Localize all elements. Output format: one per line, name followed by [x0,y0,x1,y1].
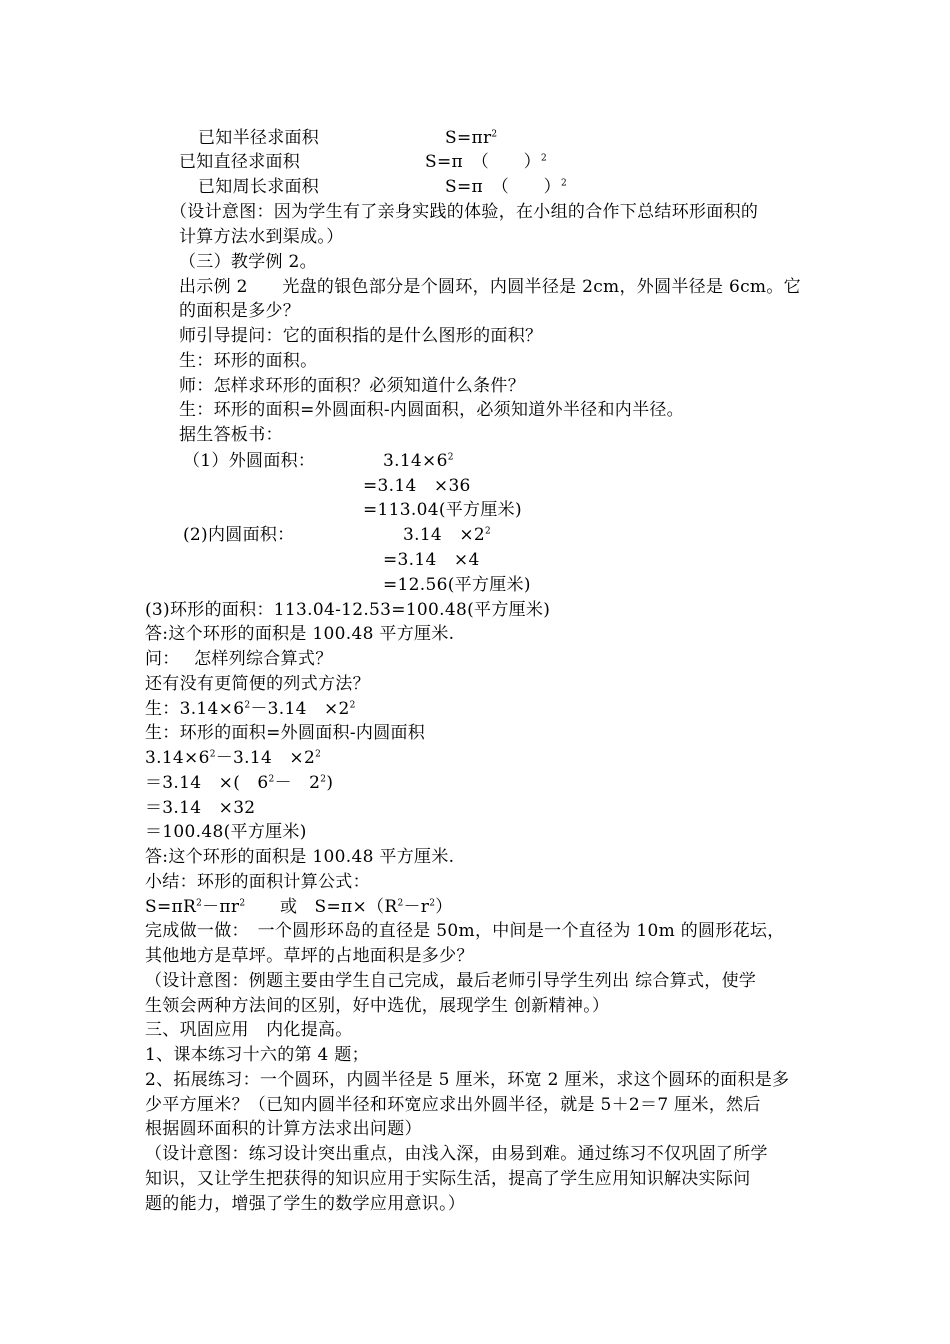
formula-radius-label: 已知半径求面积 [198,128,320,148]
formula-diameter: S=π （ ）$^2$ [425,152,547,172]
dialogue-line: 师：怎样求环形的面积？必须知道什么条件？ [179,376,525,396]
design-note-1-line-2: 计算方法水到渠成。） [179,227,344,247]
inner-area-step-2: =12.56(平方厘米) [383,575,531,595]
design-note-2-line-1: （设计意图：例题主要由学生自己完成，最后老师引导学生列出 综合算式，使学 [145,971,757,991]
summary-line: 小结：环形的面积计算公式： [145,872,370,892]
answer-line-2: 答:这个环形的面积是 100.48 平方厘米. [145,847,455,867]
outer-area-label: （1）外圆面积： [183,451,316,471]
formula-diameter-label: 已知直径求面积 [179,152,301,172]
inner-area-label: (2)内圆面积： [183,525,295,545]
formula-radius: $S=\pi r^2$ [445,128,498,148]
calc-line-4: ＝100.48(平方厘米) [145,822,307,842]
outer-area-step-1: =3.14 ×36 [363,476,471,496]
dialogue-line: 据生答板书： [179,425,283,445]
inner-area-expression: 3.14 $\times 2^2$ [403,525,492,545]
exercise-line-2: 其他地方是草坪。草坪的占地面积是多少？ [145,946,474,966]
formula-circumference-label: 已知周长求面积 [198,177,320,197]
design-note-3-line-2: 知识，又让学生把获得的知识应用于实际生活，提高了学生应用知识解决实际问 [145,1169,751,1189]
example-2-line-1: 出示例 2 光盘的银色部分是个圆环，内圆半径是 2cm，外圆半径是 6cm。它 [179,277,801,297]
calc-line-2: ＝3.14 ×( $6^2-$ $2^2$) [145,773,334,793]
exercise-line-1: 完成做一做： 一个圆形环岛的直径是 50m，中间是一个直径为 10m 的圆形花坛， [145,921,785,941]
formula-circumference: S=π （ ）$^2$ [445,177,567,197]
question-line: 问： 怎样列综合算式？ [145,649,333,669]
student-expression: 生：$3.14\times 6^2-3.14$ $\times 2^2$ [145,699,356,719]
dialogue-line: 生：环形的面积=外圆面积-内圆面积，必须知道外半径和内半径。 [179,400,684,420]
practice-2-line-2: 少平方厘米？（已知内圆半径和环宽应求出外圆半径，就是 5＋2＝7 厘米，然后 [145,1095,761,1115]
practice-1: 1、课本练习十六的第 4 题； [145,1045,369,1065]
summary-formula: $S=\pi R^2-\pi r^2$ 或 $S=\pi\times(R^2-r^2)$ [145,897,453,917]
dialogue-line: 师引导提问：它的面积指的是什么图形的面积？ [179,326,543,346]
part-3-heading: 三、巩固应用 内化提高。 [145,1020,353,1040]
inner-area-step-1: =3.14 ×4 [383,550,480,570]
practice-2-line-1: 2、拓展练习：一个圆环，内圆半径是 5 厘米，环宽 2 厘米，求这个圆环的面积是多 [145,1070,790,1090]
design-note-3-line-1: （设计意图：练习设计突出重点，由浅入深，由易到难。通过练习不仅巩固了所学 [145,1144,768,1164]
design-note-3-line-3: 题的能力，增强了学生的数学应用意识。） [145,1194,466,1214]
example-2-line-2: 的面积是多少？ [179,301,301,321]
section-heading-example-2: （三）教学例 2。 [179,252,317,272]
outer-area-step-2: =113.04(平方厘米) [363,500,522,520]
dialogue-line: 生：环形的面积。 [179,351,318,371]
student-ring-line: 生：环形的面积=外圆面积-内圆面积 [145,723,426,743]
outer-area-expression: $3.14\times 6^2$ [383,451,454,471]
answer-line: 答:这个环形的面积是 100.48 平方厘米. [145,624,455,644]
practice-2-line-3: 根据圆环面积的计算方法求出问题） [145,1119,422,1139]
calc-line-3: ＝3.14 ×32 [145,798,256,818]
calc-line-1: $3.14\times 6^2-3.14$ $\times 2^2$ [145,748,322,768]
design-note-1-line-1: （设计意图：因为学生有了亲身实践的体验，在小组的合作下总结环形面积的 [170,202,759,222]
question-line-2: 还有没有更简便的列式方法？ [145,674,370,694]
ring-area-line: (3)环形的面积：113.04-12.53=100.48(平方厘米) [145,600,551,620]
design-note-2-line-2: 生领会两种方法间的区别，好中选优，展现学生 创新精神。） [145,996,610,1016]
